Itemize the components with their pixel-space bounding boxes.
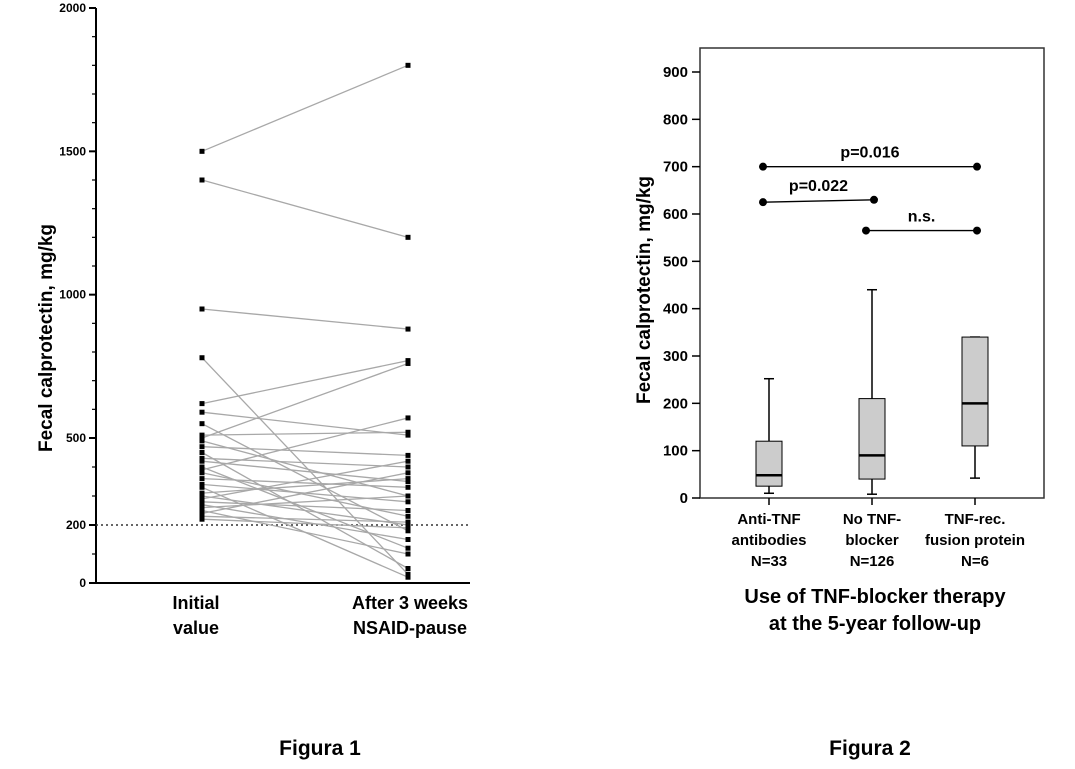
fig2-y-tick-label: 500 [662,253,688,271]
fig1-point-initial [200,517,205,522]
fig2-y-tick-label: 400 [662,300,688,318]
fig1-point-initial [200,401,205,406]
fig1-point-after [406,575,411,580]
fig2-y-tick-label: 100 [662,442,688,460]
fig1-point-after [406,235,411,240]
fig2-comparison-dot [973,163,981,171]
fig2-comparison-label: p=0.016 [840,144,900,162]
fig1-point-initial [200,450,205,455]
fig1-point-initial [200,410,205,415]
fig1-point-after [406,525,411,530]
fig2-x-axis-title-line2: at the 5-year follow-up [768,613,982,635]
fig2-comparison-dot [862,227,870,235]
fig2-x-tick-labels [731,511,1025,570]
fig1-pair-line [202,447,408,456]
fig1-point-initial [200,459,205,464]
fig1-point-after [406,514,411,519]
fig1-x-tick-label: After 3 weeks [351,593,469,613]
fig1-point-after [406,476,411,481]
fig2-comparison-dot [759,163,767,171]
fig1-point-initial [200,355,205,360]
fig1-pair-line [202,361,408,404]
fig1-x-tick-labels [172,593,468,638]
fig2-y-ticks [663,64,975,507]
fig2-comparison-label: p=0.022 [788,177,849,195]
fig2-x-tick-label: N=33 [750,553,788,570]
fig2-y-tick-label: 0 [679,490,688,507]
figure-1-caption: Figura 1 [279,737,361,760]
figure-1-paired-plot [36,1,470,638]
fig1-point-after [406,537,411,542]
fig2-comparison-line [763,200,874,202]
fig1-y-tick-label: 0 [79,576,86,590]
fig1-point-after [406,459,411,464]
fig2-comparison-dot [759,198,767,206]
fig2-box [859,399,885,479]
fig2-x-tick-label: N=126 [849,553,895,570]
fig1-point-after [406,63,411,68]
figure-2-box-plot [634,48,1044,635]
fig1-point-initial [200,470,205,475]
fig2-x-tick-label: No TNF- [842,511,902,528]
fig1-x-tick-label: NSAID-pause [352,618,468,638]
fig1-point-after [406,470,411,475]
fig1-point-after [406,520,411,525]
fig1-point-after [406,552,411,557]
fig1-pair-line [202,65,408,151]
fig2-x-tick-label: antibodies [731,532,807,549]
fig1-y-tick-label: 200 [65,518,86,532]
fig2-comparison-label: n.s. [907,208,936,226]
fig1-pair-line [202,516,408,522]
fig2-y-tick-label: 200 [662,395,688,413]
fig2-y-axis-title: Fecal calprotectin, mg/kg [634,175,655,405]
fig1-pair-line [202,412,408,435]
fig1-y-axis-title: Fecal calprotectin, mg/kg [36,223,57,453]
fig2-comparisons [759,145,981,235]
fig1-pair-lines [202,65,408,577]
figure-2-caption: Figura 2 [829,737,911,760]
fig1-y-ticks [59,1,96,590]
fig2-y-tick-label: 900 [662,64,688,81]
fig1-x-tick-label: Initial [172,593,220,613]
fig2-box [756,441,782,486]
fig1-point-after [406,361,411,366]
fig1-y-tick-label: 2000 [59,1,86,15]
fig1-point-after [406,430,411,435]
fig1-y-tick-label: 1500 [59,144,86,159]
fig1-y-tick-label: 500 [65,431,86,445]
fig1-point-initial [200,421,205,426]
fig2-x-tick-label: fusion protein [925,532,1025,549]
fig1-pair-line [202,441,408,496]
fig2-comparison-dot [973,227,981,235]
fig1-pair-line [202,363,408,438]
fig2-x-tick-label: blocker [845,532,899,549]
fig1-point-initial [200,149,205,154]
fig1-y-tick-label: 1000 [59,287,86,302]
fig1-pair-line [202,424,408,531]
fig1-point-after [406,508,411,513]
fig2-x-tick-label: Anti-TNF [737,511,801,528]
fig1-point-initial [200,444,205,449]
fig1-point-initial [200,307,205,312]
fig2-comparison-dot [870,196,878,204]
fig1-pair-line [202,309,408,329]
fig1-point-initial [200,438,205,443]
fig1-pair-line [202,432,408,435]
fig1-point-after [406,485,411,490]
fig1-point-after [406,546,411,551]
fig2-boxes [756,290,988,494]
fig2-y-tick-label: 700 [662,158,688,176]
fig1-point-after [406,465,411,470]
fig2-box [962,337,988,446]
fig2-y-tick-label: 300 [662,348,688,365]
fig2-y-tick-label: 800 [662,111,688,129]
fig1-point-after [406,327,411,332]
fig1-point-after [406,494,411,499]
fig1-point-initial [200,178,205,183]
fig2-x-tick-label: N=6 [961,553,989,570]
fig1-x-tick-label: value [172,618,220,638]
fig1-point-after [406,499,411,504]
fig1-point-initial [200,476,205,481]
fig1-point-after [406,453,411,458]
fig1-point-initial [200,485,205,490]
fig1-pair-line [202,180,408,237]
fig1-point-after [406,566,411,571]
fig2-y-tick-label: 600 [662,206,688,223]
fig2-x-axis-title-line1: Use of TNF-blocker therapy [744,586,1006,608]
fig2-x-tick-label: TNF-rec. [944,511,1006,528]
fig1-point-after [406,415,411,420]
